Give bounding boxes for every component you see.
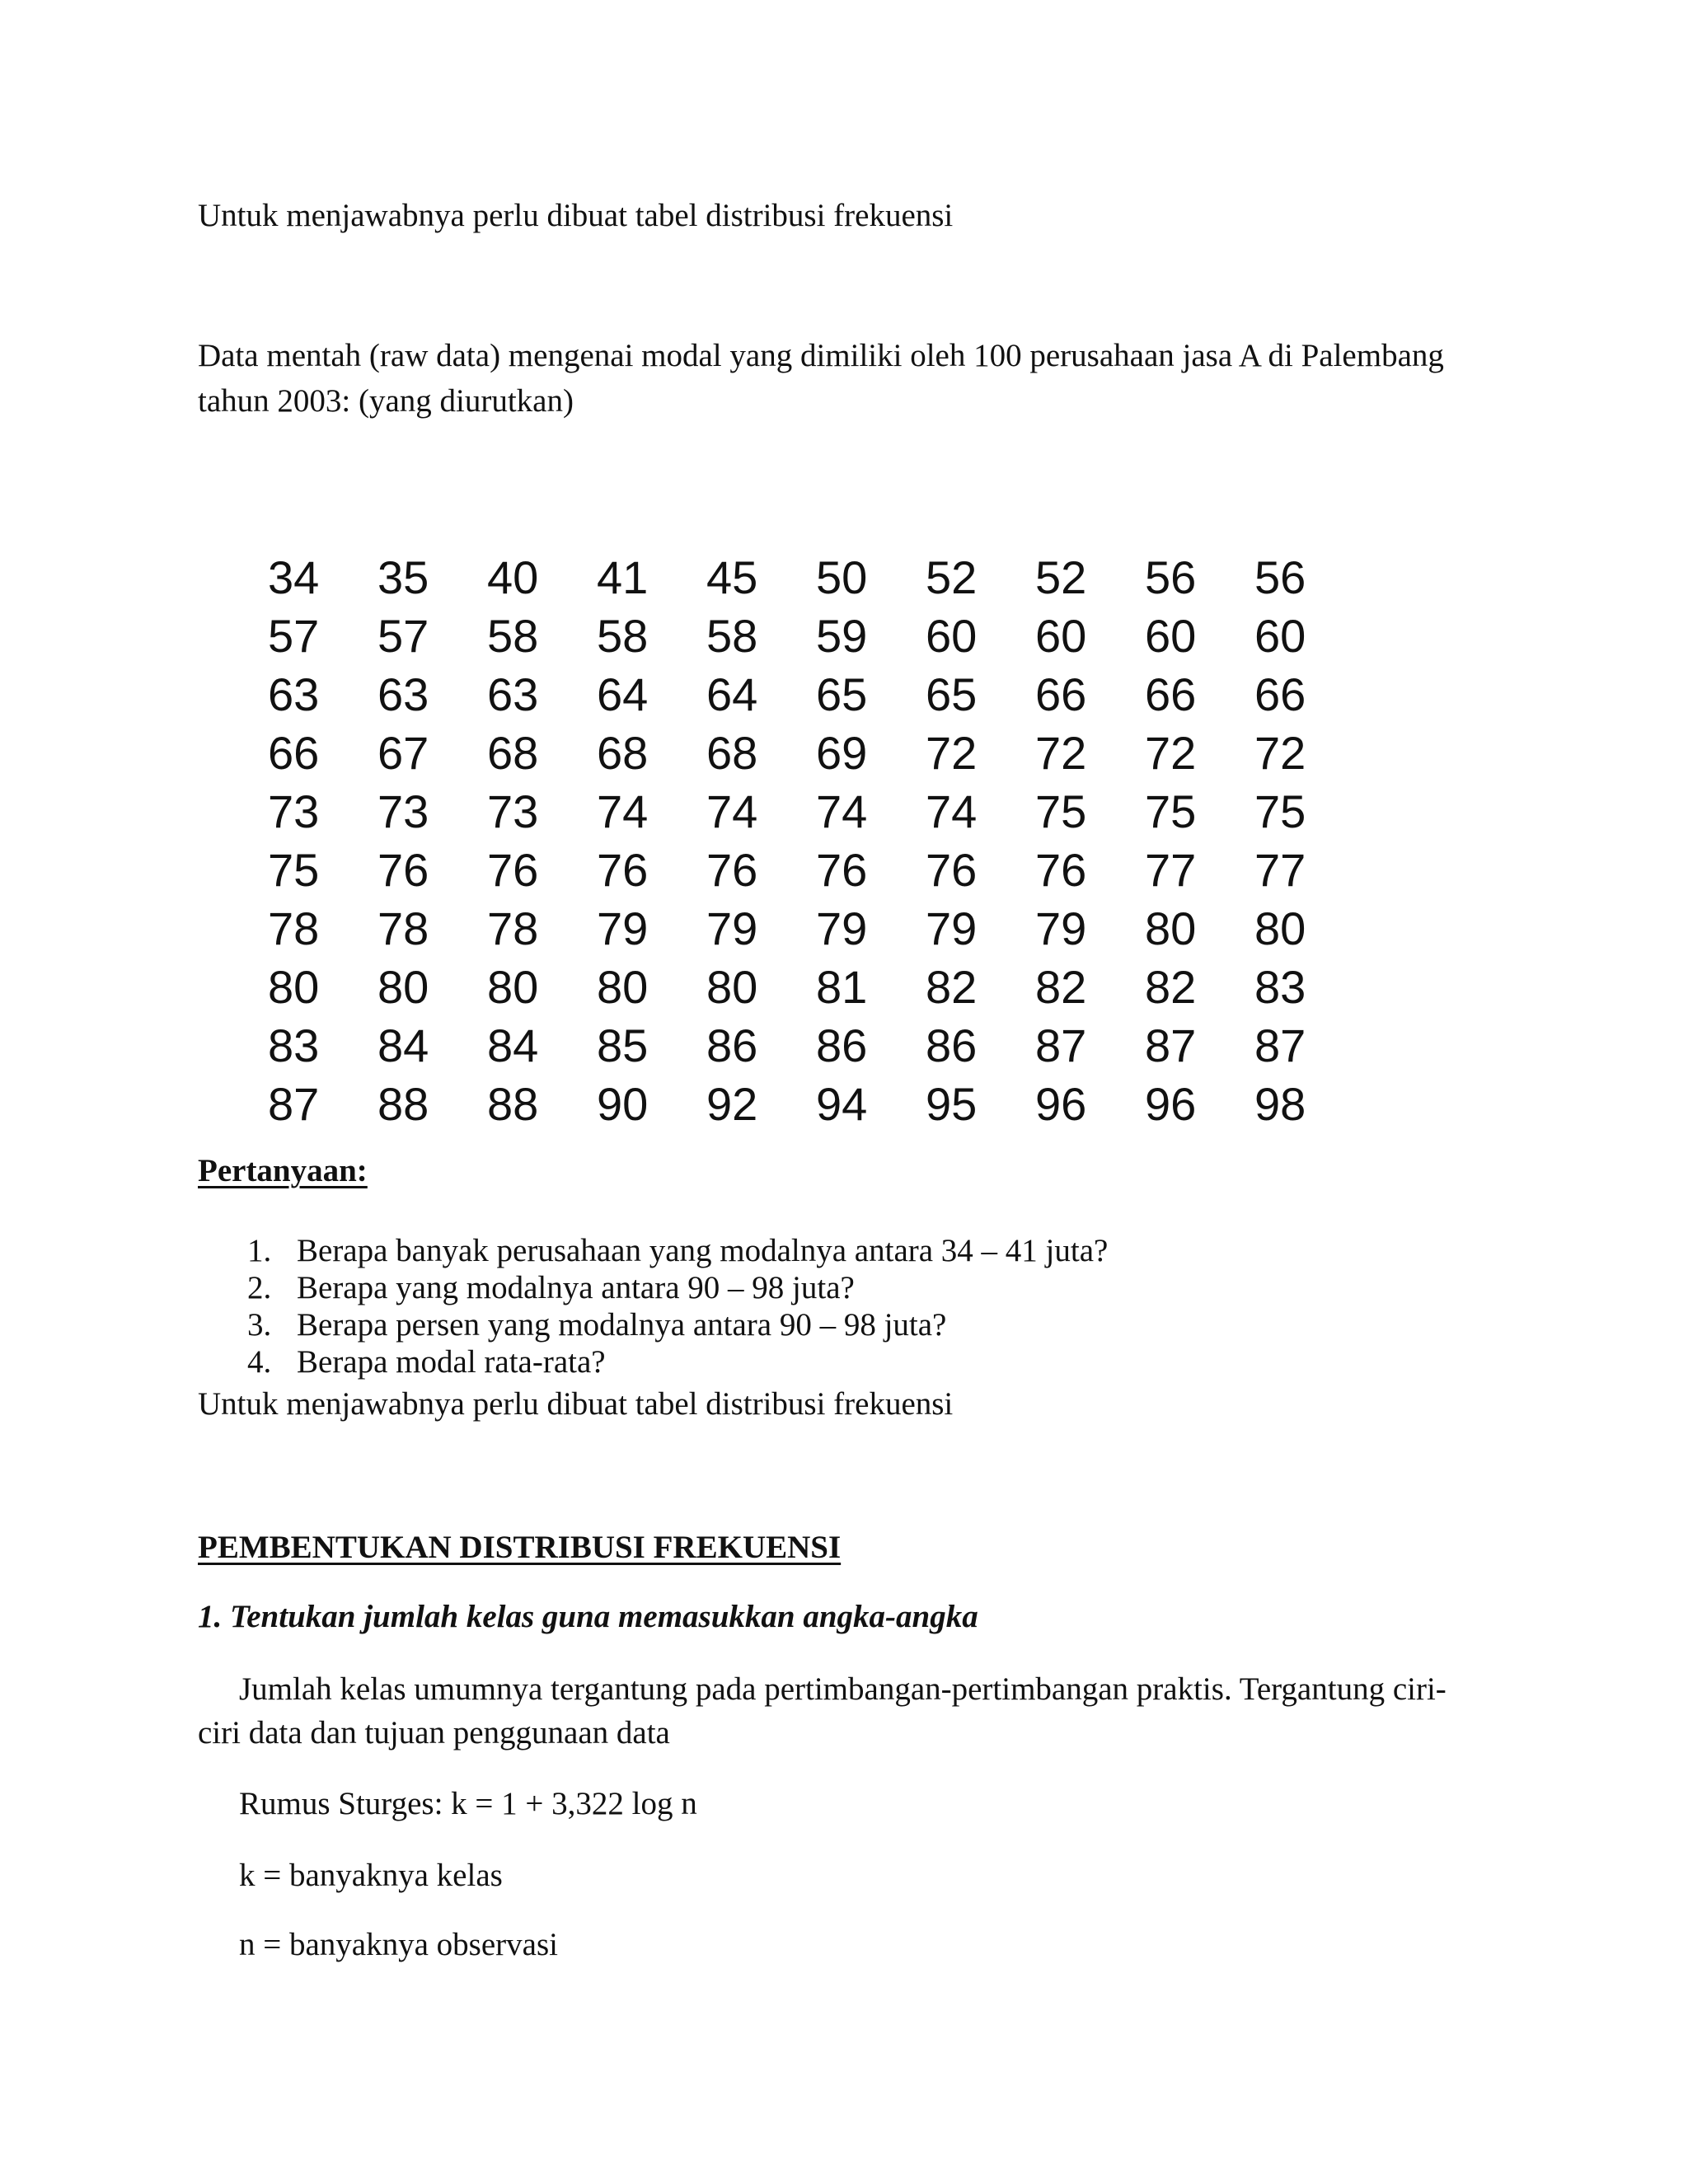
data-cell: 60 [926, 610, 978, 662]
data-cell: 79 [926, 902, 978, 954]
question-item [247, 1232, 1108, 1269]
data-cell: 96 [1035, 1078, 1087, 1130]
data-cell: 80 [706, 961, 758, 1013]
data-cell: 80 [1254, 902, 1306, 954]
data-cell: 86 [926, 1019, 978, 1071]
data-cell: 76 [597, 844, 649, 896]
data-cell: 78 [268, 902, 320, 954]
data-cell: 68 [487, 727, 539, 779]
intro-line: Untuk menjawabnya perlu dibuat tabel distribusi frekuensi [198, 198, 954, 233]
data-cell: 68 [706, 727, 758, 779]
data-cell: 76 [487, 844, 539, 896]
data-cell: 83 [1254, 961, 1306, 1013]
data-cell: 86 [816, 1019, 868, 1071]
data-cell: 60 [1254, 610, 1306, 662]
data-cell: 45 [706, 551, 758, 603]
data-cell: 65 [926, 668, 978, 720]
data-cell: 56 [1145, 551, 1197, 603]
data-cell: 56 [1254, 551, 1306, 603]
data-cell: 94 [816, 1078, 868, 1130]
question-number: 4. [247, 1344, 272, 1380]
data-cell: 72 [926, 727, 978, 779]
data-cell: 76 [377, 844, 429, 896]
data-cell: 87 [1035, 1019, 1087, 1071]
data-cell: 77 [1145, 844, 1197, 896]
data-cell: 79 [816, 902, 868, 954]
data-cell: 58 [706, 610, 758, 662]
data-cell: 88 [377, 1078, 429, 1130]
data-cell: 75 [1035, 785, 1087, 837]
data-cell: 69 [816, 727, 868, 779]
raw-data-table [268, 548, 1364, 1133]
data-cell: 40 [487, 551, 539, 603]
data-cell: 79 [597, 902, 649, 954]
data-cell: 72 [1035, 727, 1087, 779]
questions-heading: Pertanyaan: [198, 1153, 368, 1188]
data-cell: 58 [597, 610, 649, 662]
data-cell: 35 [377, 551, 429, 603]
data-cell: 83 [268, 1019, 320, 1071]
definition-n: n = banyaknya observasi [239, 1927, 558, 1962]
data-cell: 41 [597, 551, 649, 603]
question-item [247, 1269, 1108, 1306]
question-item [247, 1343, 1108, 1380]
data-cell: 88 [487, 1078, 539, 1130]
data-cell: 74 [597, 785, 649, 837]
data-cell: 74 [706, 785, 758, 837]
question-number: 3. [247, 1307, 272, 1343]
question-number: 1. [247, 1233, 272, 1268]
data-cell: 50 [816, 551, 868, 603]
data-cell: 82 [926, 961, 978, 1013]
data-cell: 74 [926, 785, 978, 837]
data-cell: 73 [268, 785, 320, 837]
data-cell: 81 [816, 961, 868, 1013]
definition-k: k = banyaknya kelas [239, 1858, 503, 1893]
paragraph-line-2: ciri data dan tujuan penggunaan data [198, 1715, 670, 1750]
data-cell: 79 [706, 902, 758, 954]
data-cell: 82 [1145, 961, 1197, 1013]
data-cell: 85 [597, 1019, 649, 1071]
data-cell: 57 [377, 610, 429, 662]
questions-list [247, 1232, 1108, 1380]
data-cell: 63 [377, 668, 429, 720]
data-cell: 98 [1254, 1078, 1306, 1130]
data-cell: 66 [1145, 668, 1197, 720]
data-cell: 63 [268, 668, 320, 720]
data-cell: 67 [377, 727, 429, 779]
raw-data-description-line-2: tahun 2003: (yang diurutkan) [198, 383, 574, 419]
data-cell: 76 [706, 844, 758, 896]
paragraph-line-1: Jumlah kelas umumnya tergantung pada pertimbangan-pertimbangan praktis. Tergantung ciri- [239, 1671, 1447, 1707]
data-cell: 96 [1145, 1078, 1197, 1130]
data-cell: 76 [1035, 844, 1087, 896]
question-number: 2. [247, 1270, 272, 1305]
data-cell: 68 [597, 727, 649, 779]
question-item [247, 1306, 1108, 1343]
data-cell: 75 [268, 844, 320, 896]
data-cell: 74 [816, 785, 868, 837]
data-cell: 66 [1035, 668, 1087, 720]
data-cell: 90 [597, 1078, 649, 1130]
data-cell: 64 [706, 668, 758, 720]
data-cell: 84 [377, 1019, 429, 1071]
data-cell: 52 [926, 551, 978, 603]
data-cell: 73 [377, 785, 429, 837]
data-cell: 84 [487, 1019, 539, 1071]
data-cell: 78 [377, 902, 429, 954]
data-cell: 95 [926, 1078, 978, 1130]
data-cell: 87 [1145, 1019, 1197, 1071]
data-cell: 60 [1035, 610, 1087, 662]
data-cell: 57 [268, 610, 320, 662]
data-cell: 75 [1145, 785, 1197, 837]
data-cell: 87 [1254, 1019, 1306, 1071]
data-cell: 80 [268, 961, 320, 1013]
data-cell: 80 [1145, 902, 1197, 954]
data-cell: 78 [487, 902, 539, 954]
data-cell: 80 [597, 961, 649, 1013]
data-cell: 64 [597, 668, 649, 720]
question-text: Berapa persen yang modalnya antara 90 – 98 juta? [297, 1307, 947, 1343]
data-cell: 75 [1254, 785, 1306, 837]
question-text: Berapa yang modalnya antara 90 – 98 juta? [297, 1270, 855, 1305]
data-cell: 34 [268, 551, 320, 603]
subheading: 1. Tentukan jumlah kelas guna memasukkan angka-angka [198, 1599, 978, 1634]
data-cell: 66 [1254, 668, 1306, 720]
data-cell: 76 [926, 844, 978, 896]
data-cell: 72 [1254, 727, 1306, 779]
section-heading: PEMBENTUKAN DISTRIBUSI FREKUENSI [198, 1530, 842, 1565]
sturges-formula: Rumus Sturges: k = 1 + 3,322 log n [239, 1786, 697, 1821]
question-text: Berapa modal rata-rata? [297, 1344, 606, 1380]
data-cell: 60 [1145, 610, 1197, 662]
data-cell: 65 [816, 668, 868, 720]
data-cell: 73 [487, 785, 539, 837]
data-cell: 66 [268, 727, 320, 779]
closing-line: Untuk menjawabnya perlu dibuat tabel distribusi frekuensi [198, 1386, 954, 1422]
data-cell: 86 [706, 1019, 758, 1071]
data-cell: 87 [268, 1078, 320, 1130]
data-cell: 76 [816, 844, 868, 896]
data-cell: 92 [706, 1078, 758, 1130]
data-cell: 79 [1035, 902, 1087, 954]
question-text: Berapa banyak perusahaan yang modalnya antara 34 – 41 juta? [297, 1233, 1109, 1268]
data-cell: 77 [1254, 844, 1306, 896]
data-cell: 58 [487, 610, 539, 662]
data-cell: 80 [377, 961, 429, 1013]
data-cell: 63 [487, 668, 539, 720]
data-cell: 59 [816, 610, 868, 662]
raw-data-description-line-1: Data mentah (raw data) mengenai modal yang dimiliki oleh 100 perusahaan jasa A di Palembang [198, 338, 1444, 373]
data-cell: 80 [487, 961, 539, 1013]
data-cell: 52 [1035, 551, 1087, 603]
data-cell: 82 [1035, 961, 1087, 1013]
data-cell: 72 [1145, 727, 1197, 779]
